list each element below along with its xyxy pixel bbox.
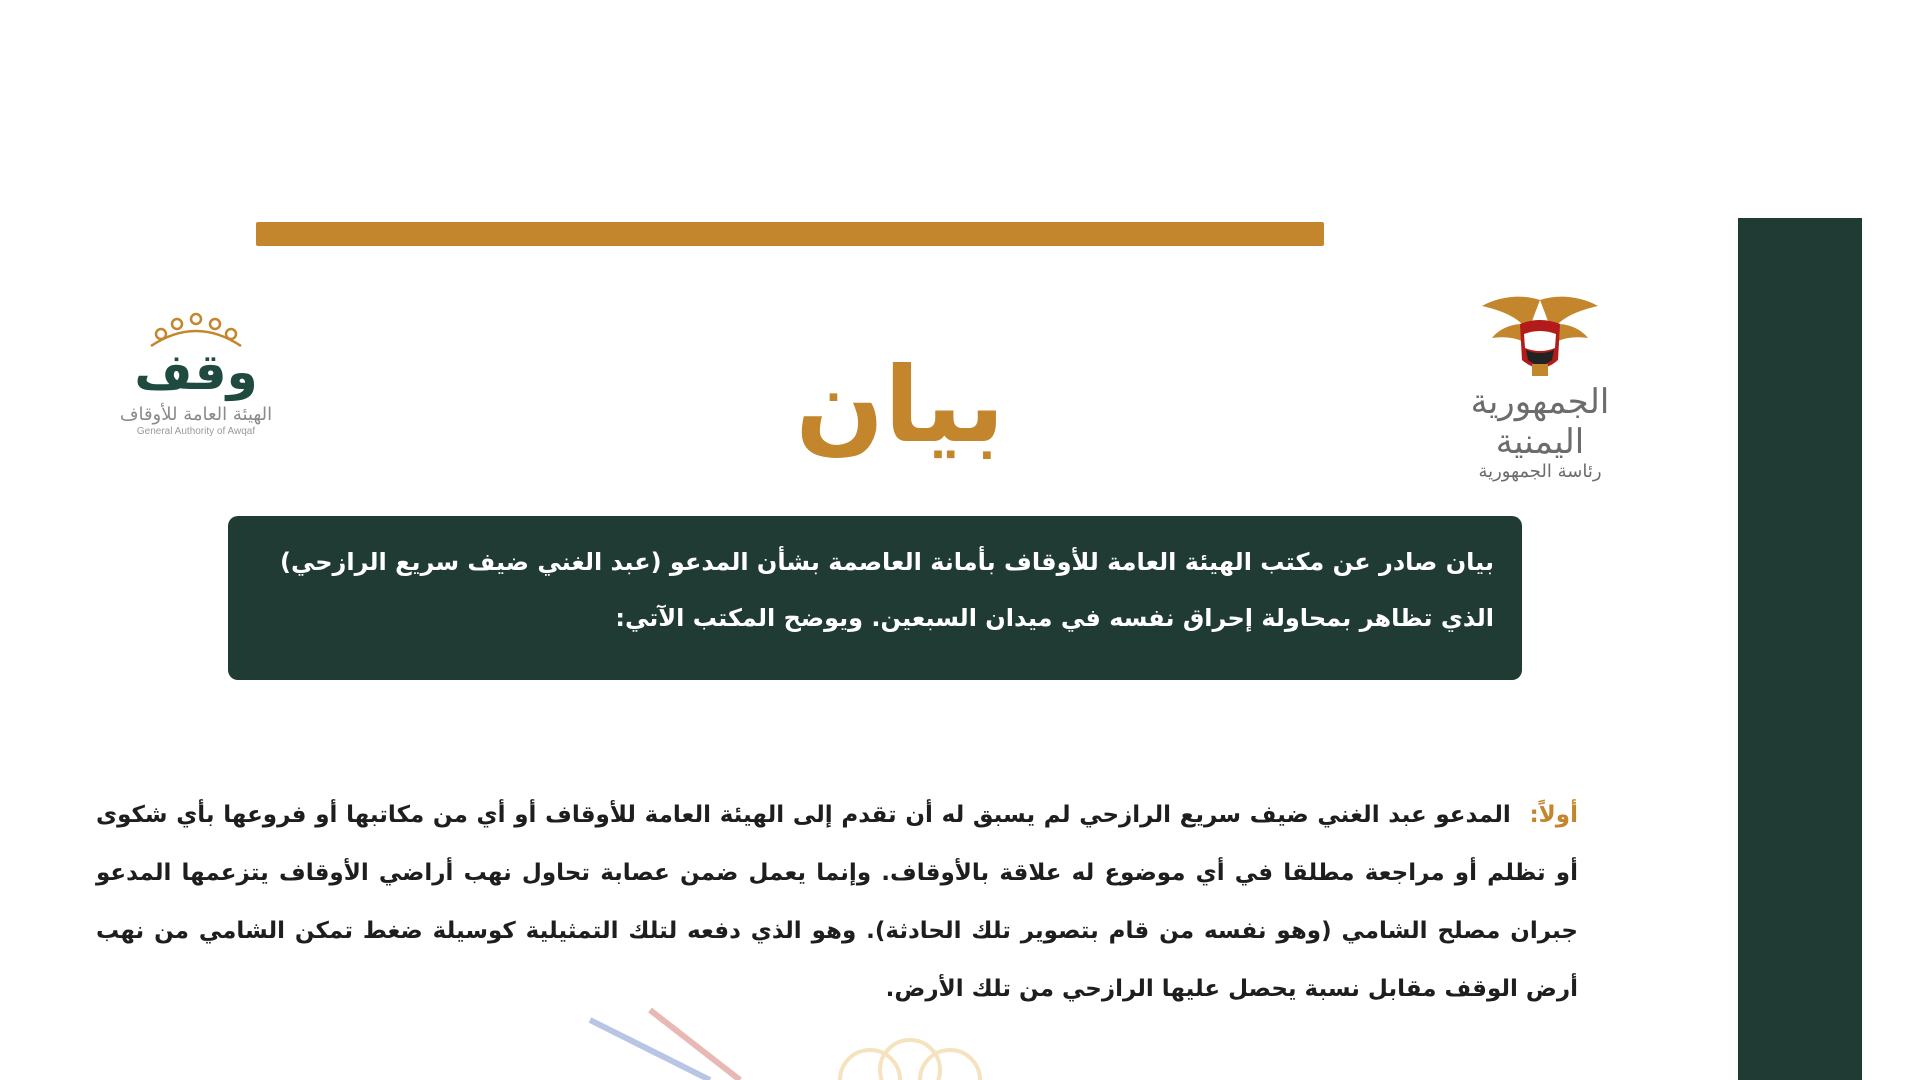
emblem-script-text: الجمهورية اليمنية	[1470, 382, 1610, 462]
presidency-emblem	[1440, 290, 1640, 482]
page-title: بيان	[795, 344, 1005, 466]
intro-statement-text: بيان صادر عن مكتب الهيئة العامة للأوقاف بأمانة العاصمة بشأن المدعو (عبد الغني ضيف سريع الرازحي) الذي تظاهر بمحاولة إحراق نفسه في ميدان السبعين. ويوضح المكتب الآتي:	[280, 548, 1494, 632]
logo-english-name: General Authority of Awqaf	[136, 426, 256, 437]
watermark-graphic	[570, 1000, 1040, 1080]
body-paragraph-first	[96, 786, 1578, 1018]
paragraph-lead-label: أولاً:	[1529, 802, 1578, 828]
awqaf-logo	[86, 306, 306, 466]
logo-arabic-name: الهيئة العامة للأوقاف	[119, 404, 273, 425]
yemen-eagle-emblem-icon	[1470, 290, 1610, 380]
top-gold-rule	[256, 222, 1324, 246]
paragraph-text: المدعو عبد الغني ضيف سريع الرازحي لم يسبق له أن تقدم إلى الهيئة العامة للأوقاف أو أي من مكاتبها أو فروعها بأي شكوى أو تظلم أو مراجعة مطلقا في أي موضوع له علاقة بالأوقاف. وإنما يعمل ضمن عصابة تحاول نهب أراضي الأوقاف يتزعمها المدعو جبران مصلح الشامي (وهو نفسه من قام بتصوير تلك الحادثة). وهو الذي دفعه لتلك التمثيلية كوسيلة ضغط تمكن الشامي من نهب أرض الوقف مقابل نسبة يحصل عليها الرازحي من تلك الأرض.	[96, 802, 1578, 1002]
intro-statement-box	[228, 516, 1522, 680]
emblem-subtitle: رئاسة الجمهورية	[1478, 461, 1602, 482]
side-decorative-band	[1738, 218, 1862, 1080]
logo-wordmark: وقف	[134, 343, 258, 401]
